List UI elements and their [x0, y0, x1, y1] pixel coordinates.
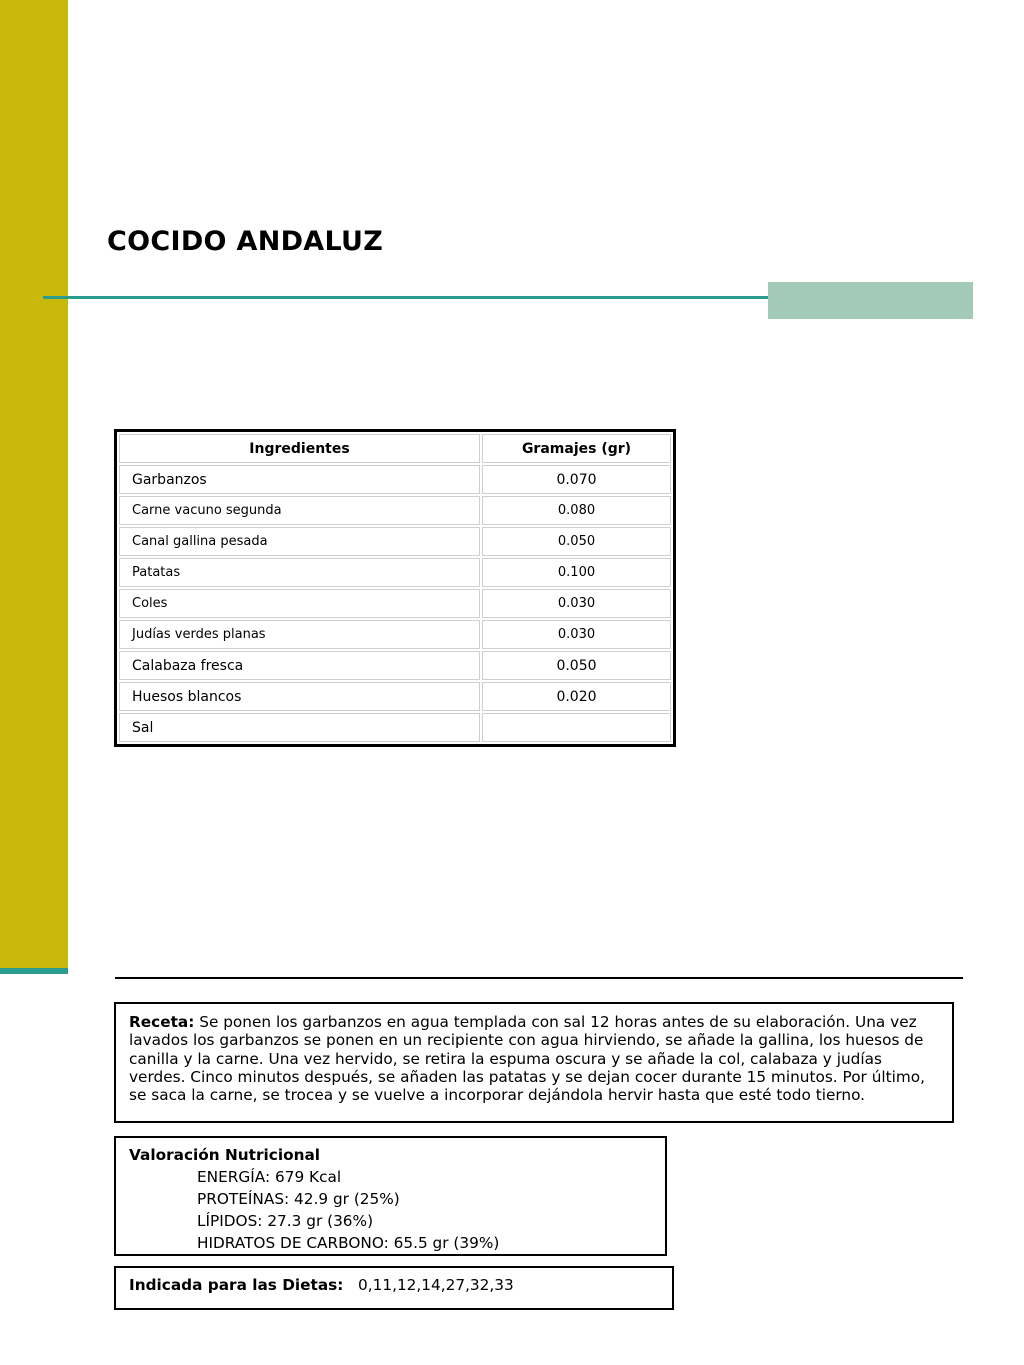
nutrition-carbs: HIDRATOS DE CARBONO: 65.5 gr (39%) — [197, 1234, 500, 1252]
nutrition-lipids: LÍPIDOS: 27.3 gr (36%) — [197, 1212, 374, 1230]
ingredient-name: Coles — [119, 589, 480, 618]
ingredient-name: Patatas — [119, 558, 480, 587]
ingredients-table — [114, 429, 676, 747]
ingredient-name: Sal — [119, 713, 480, 742]
ingredient-grams: 0.030 — [482, 589, 671, 618]
ingredient-name: Carne vacuno segunda — [119, 496, 480, 525]
ingredient-name: Calabaza fresca — [119, 651, 480, 680]
nutrition-proteins: PROTEÍNAS: 42.9 gr (25%) — [197, 1190, 400, 1208]
nutrition-heading: Valoración Nutricional — [129, 1146, 321, 1164]
ingredient-name: Huesos blancos — [119, 682, 480, 711]
nutrition-box — [114, 1136, 667, 1256]
recipe-box — [114, 1002, 954, 1123]
left-decorative-bar — [0, 0, 68, 968]
table-row — [119, 558, 671, 587]
ingredient-grams: 0.050 — [482, 527, 671, 556]
table-row — [119, 589, 671, 618]
ingredient-name: Judías verdes planas — [119, 620, 480, 649]
table-row — [119, 682, 671, 711]
header-ingredients: Ingredientes — [119, 434, 480, 463]
nutrition-energy: ENERGÍA: 679 Kcal — [197, 1168, 342, 1186]
ingredient-grams: 0.020 — [482, 682, 671, 711]
left-bar-accent — [0, 968, 68, 974]
ingredient-grams: 0.030 — [482, 620, 671, 649]
title-accent-box — [768, 282, 973, 319]
ingredient-grams: 0.100 — [482, 558, 671, 587]
ingredient-name: Canal gallina pesada — [119, 527, 480, 556]
diets-label: Indicada para las Dietas: — [129, 1276, 344, 1294]
ingredient-grams: 0.050 — [482, 651, 671, 680]
recipe-text: Se ponen los garbanzos en agua templada con sal 12 horas antes de su elaboración. Una vez lavados los garbanzos se ponen en un recipiente con agua hirviendo, se añade la gallina, los huesos de canilla y la carne. Una vez hervido, se retira la espuma oscura y se añade la col, calabaza y judías verdes. Cinco minutos después, se añaden las patatas y se dejan cocer durante 15 minutos. Por último, se saca la carne, se trocea y se vuelve a incorporar dejándola hervir hasta que esté todo tierno. — [129, 1013, 926, 1105]
section-divider — [115, 977, 963, 979]
ingredient-grams — [482, 713, 671, 742]
table-row — [119, 465, 671, 494]
ingredient-grams: 0.070 — [482, 465, 671, 494]
page-title: COCIDO ANDALUZ — [107, 226, 384, 257]
table-row — [119, 620, 671, 649]
diets-box — [114, 1266, 674, 1310]
header-grams: Gramajes (gr) — [482, 434, 671, 463]
table-row — [119, 496, 671, 525]
table-row — [119, 651, 671, 680]
recipe-label: Receta: — [129, 1013, 195, 1031]
table-row — [119, 527, 671, 556]
table-row — [119, 713, 671, 742]
ingredient-grams: 0.080 — [482, 496, 671, 525]
table-header-row — [119, 434, 671, 463]
ingredient-name: Garbanzos — [119, 465, 480, 494]
diets-value: 0,11,12,14,27,32,33 — [358, 1276, 514, 1294]
